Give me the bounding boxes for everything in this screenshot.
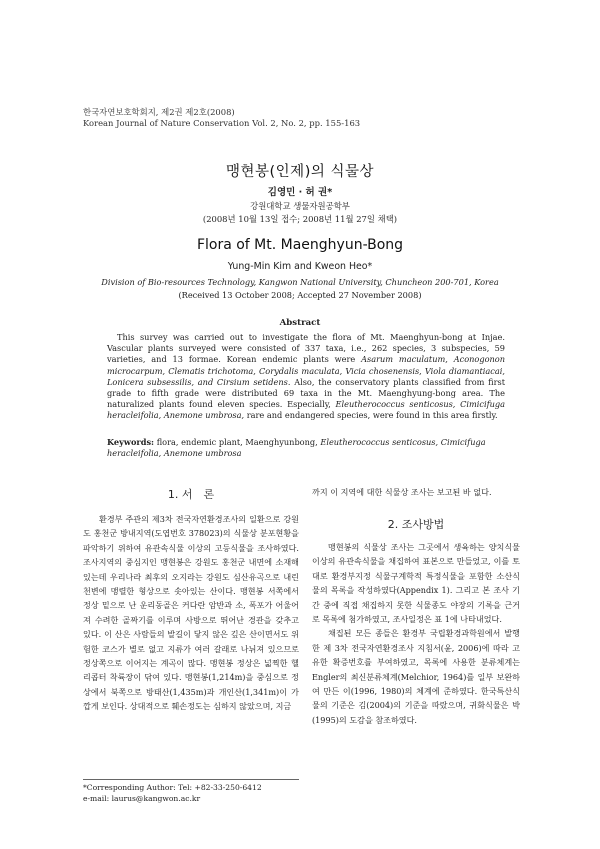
korean-dates: (2008년 10월 13일 접수; 2008년 11월 27일 채택) <box>202 214 398 224</box>
footnote-corresponding-author: *Corresponding Author: Tel: +82-33-250-6412 <box>83 783 262 792</box>
abstract-body <box>107 332 505 422</box>
section-1-continued <box>312 485 520 499</box>
abstract-heading: Abstract <box>279 318 321 328</box>
keywords-italic: Eleutherococcus senticosus, Cimicifuga heracleifolia, Anemone umbrosa <box>107 437 486 459</box>
korean-affiliation: 강원대학교 생물자원공학부 <box>250 201 350 211</box>
korean-authors: 김영민 · 허 권* <box>267 187 333 198</box>
section-1-continued-text: 까지 이 지역에 대한 식물상 조사는 보고된 바 없다. <box>312 487 492 497</box>
journal-header <box>83 107 360 129</box>
abstract-text-1: This survey was carried out to investigate the flora of Mt. Maenghyun-bong at Injae. Vascular plants surveyed were consisted of 337 taxa, i.e., 262 species, 3 subspecies, 59 varieties, and 13 formae. Korean endemic plants were <box>107 332 505 365</box>
english-authors: Yung-Min Kim and Kweon Heo* <box>227 261 373 272</box>
section-2-paragraph-1: 맹현봉의 식물상 조사는 그곳에서 생육하는 양치식물 이상의 유관속식물을 채집하여 표본으로 만들었고, 이를 토대로 환경부지정 식물구계학적 특정식물을 포함한 소산식물의 목록을 작성하였다(Appendix 1). 그리고 본 조사 기간 중에 직접 채집하지 못한 식물종도 야장의 기록을 근거로 목록에 첨가하였고, 조사일정은 표 1에 나타내었다. <box>312 542 520 625</box>
footnote <box>83 779 299 804</box>
english-dates: (Received 13 October 2008; Accepted 27 November 2008) <box>178 290 422 300</box>
keywords-plain: flora, endemic plant, Maenghyunbong, <box>154 437 321 447</box>
abstract-rare-species: Eleutherococcus senticosus, Cimicifuga heracleifolia, Anemone umbrosa, <box>107 399 505 421</box>
abstract-endemic-list: Asarum maculatum, Aconogonon microcarpum, Clematis trichotoma, Corydalis maculata, Vicia chosenensis, Viola diamantiacai, Lonicera subsessilis, and Cirsium setidens. <box>107 354 505 387</box>
section-1-heading: 1. 서 론 <box>167 488 215 501</box>
footnote-email: e-mail: laurus@kangwon.ac.kr <box>83 793 201 803</box>
abstract-text-3: rare and endangered species, were found in this area firstly. <box>244 410 498 421</box>
abstract-text-2: Also, the conservatory plants classified from first grade to fifth grade were distributed 69 taxa in the Mt. Maenghyung-bong area. The naturalized plants found eleven species. Especially, <box>107 376 505 410</box>
journal-line-english: Korean Journal of Nature Conservation Vol. 2, No. 2, pp. 155-163 <box>83 118 361 128</box>
section-2-paragraph-2: 채집된 모든 종들은 환경부 국립환경과학원에서 발행한 제 3차 전국자연환경조사 지침서(윤, 2006)에 따라 고유한 확증번호를 부여하였고, 목록에 사용한 분류체계는 Engler의 최신분류체계(Melchior, 1964)를 일부 보완하여 만든 이(1996, 1980)의 체계에 준하였다. 한국특산식물의 기준은 김(2004)의 기준을 따랐으며, 귀화식물은 박(1995)의 도감을 참조하였다. <box>312 628 520 725</box>
section-1-body <box>83 512 299 714</box>
journal-line-korean: 한국자연보호학회지, 제2권 제2호(2008) <box>83 107 235 117</box>
english-affiliation: Division of Bio-resources Technology, Kangwon National University, Chuncheon 200-701, Korea <box>101 277 499 287</box>
keywords-label: Keywords: <box>107 437 155 447</box>
section-2-heading: 2. 조사방법 <box>387 518 445 531</box>
section-2-body <box>312 540 520 727</box>
korean-title: 맹현봉(인제)의 식물상 <box>226 164 374 180</box>
section-1-paragraph: 환경부 주관의 제3차 전국자연환경조사의 일환으로 강원도 홍천군 방내지역(도엽번호 378023)의 식물상 분포현황을 파악하기 위하여 유관속식물 이상의 고등식물을 조사하였다. 조사지역의 중심지인 맹현봉은 강원도 홍천군 내면에 소재해 있는데 우리나라 최후의 오지라는 강원도 심산유곡으로 내린천변에 맹렬한 형상으로 솟아있는 산이다. 맹현봉 서쪽에서 정상 밑으로 난 운리동골은 커다란 암반과 소, 폭포가 어울어져 수려한 골짜기를 이루며 사방으로 뛰어난 경관을 갖추고 있다. 이 산은 사람들의 발길이 닿지 않은 깊은 산이면서도 위험한 코스가 별로 없고 지류가 여러 갈래로 나뉘져 있으므로 정상쪽으로 이어지는 계곡이 많다. 맹현봉 정상은 넓찍한 헬리콥터 착륙장이 닦여 있다. 맹현봉(1,214m)을 중심으로 정상에서 북쪽으로 방태산(1,435m)과 개인산(1,341m)이 가깝게 보인다. 상대적으로 훼손정도는 심하지 않았으며, 지금 <box>83 514 299 712</box>
english-title: Flora of Mt. Maenghyun-Bong <box>196 237 404 253</box>
keywords <box>107 437 505 459</box>
